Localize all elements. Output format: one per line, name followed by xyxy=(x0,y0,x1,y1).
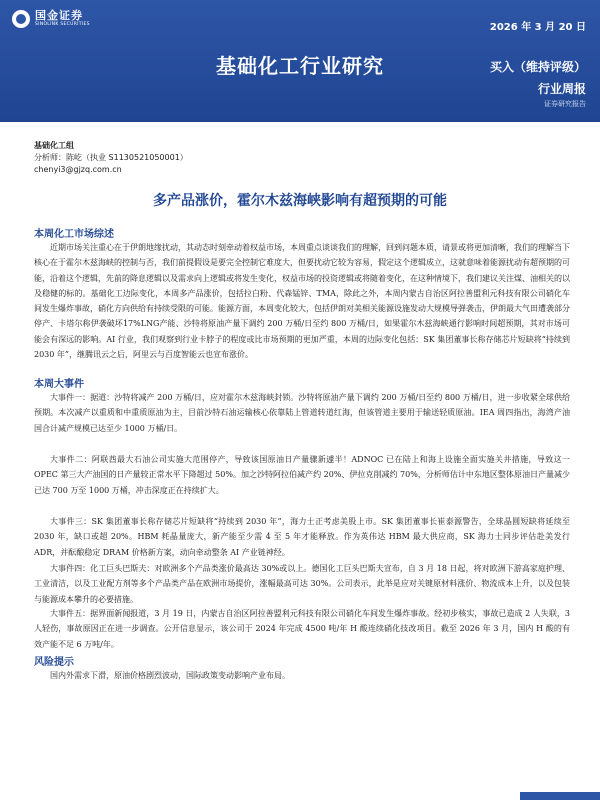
event-item-5: 大事件五：据界面新闻报道，3 月 19 日，内蒙古自治区阿拉善盟利元科技有限公司硝化车间发生爆炸事故。经初步核实，事故已造成 2 人失联，3 人轻伤，事故原因正在进一步调查。公开信息显示，该公司于 2024 年完成 4500 吨/年 H 酸连续硝化技改项目。截至 2026 年 3 月，国内 H 酸的有效产能不足 6 万吨/年。 xyxy=(34,609,570,649)
event-item-3: 大事件三：SK 集团董事长称存储芯片短缺将“持续到 2030 年”，海力士正考虑美股上市。SK 集团董事长崔泰源警告，全球晶圆短缺将延续至 2030 年，缺口或超 20%。HBM 耗晶量庞大，新产能至少需 4 至 5 年才能释放。作为英伟达 HBM 最大供应商，SK 海力士同步评估赴美发行 ADR，并酝酿稳定 DRAM 价格新方案，动向牵动整条 AI 产业链神经。 xyxy=(34,517,570,557)
report-date: 2026 年 3 月 20 日 xyxy=(489,22,586,33)
risk-paragraph: 国内外需求下滑，原油价格剧烈波动，国际政策变动影响产业布局。 xyxy=(50,671,290,680)
analyst-email: chenyi3@gjzq.com.cn xyxy=(34,165,122,174)
event-item-2: 大事件二：阿联酋最大石油公司实施大范围停产，导致该国原油日产量骤新遽半！ADNOC 已在陆上和海上设施全面实施关井措施，导致这一 OPEC 第三大产油国的日产量较正常水平下降超过 50%。加之沙特阿拉伯减产约 20%、伊拉克削减约 70%，分析师估计中东地区整体原油日产量减少已达 700 万至 1000 万桶，冲击深度正在持续扩大。 xyxy=(34,455,570,495)
analyst-info xyxy=(34,140,188,176)
section-title-risk: 风险提示 xyxy=(34,657,74,668)
brand-logo xyxy=(12,10,90,28)
summary-paragraph: 近期市场关注重心在于伊朗地缘扰动，其动态时刻牵动着权益市场，本周重点谈谈我们的理解，回到问题本质，请景或将更加清晰，我们的理解当下核心在于霍尔木兹海峡的控制与否，我们前提假设是要完全控制它难度大，但要扰动它较为容易，假定这个逻辑成立，这就意味着能源扰动有超预期的可能，沿着这个逻辑，先前的降息逻辑以及需求向上逻辑或将发生变化，权益市场的投资逻辑或将随着变化，在这种情境下，我们建议关注煤、油相关的以及稳健的标的。基础化工边际变化，本周多产品涨价，包括拉白粉、代森锰锌、TMA，除此之外，本周内蒙古自治区阿拉善盟利元科技有限公司硝化车间发生爆炸事故，硝化方向供给有持续受限的可能。能源方面，本周变化较大，包括伊朗对美相关能源设施发动大规模导弹袭击，伊朗最大气田遭袭部分停产、卡塔尔称伊袭破坏17%LNG产能、沙特将原油产量下调约 200 万桶/日至约 800 万桶/日，如果霍尔木兹海峡通行影响时间超预期，其对市场可能会有深远的影响。AI 行业，我们观察到行业卡脖子的程度或比市场预期的更加严重，本周的边际变化包括：SK 集团董事长称存储芯片短缺将“持续到 2030 年”，继腾讯云之后，阿里云与百度智能云也宣布涨价。 xyxy=(34,243,570,360)
logo-name-en: SINOLINK SECURITIES xyxy=(35,22,90,27)
section-title-summary: 本周化工市场综述 xyxy=(34,229,114,240)
logo-name-cn: 国金证券 xyxy=(35,9,83,22)
analyst-team: 基础化工组 xyxy=(34,141,74,150)
event-item-1: 大事件一：据道：沙特将减产 200 万桶/日，应对霍尔木兹海峡封锁。沙特将原油产量下调约 200 万桶/日至约 800 万桶/日，进一步收紧全球供给预期。本次减产以重质和中重质原油为主，目前沙特石油运输核心依靠陆上管道转道红海，但该管道主要用于输送轻质原油。IEA 周四指出，海湾产油国合计减产规模已达至少 1000 万桶/日。 xyxy=(34,393,570,433)
report-type: 行业周报 xyxy=(537,82,586,96)
report-title: 基础化工行业研究 xyxy=(216,54,384,78)
sinolink-logo-icon xyxy=(12,10,30,28)
analyst-name: 分析师：陈屹（执业 S1130521050001） xyxy=(34,153,188,162)
footer-accent-bar xyxy=(520,792,600,800)
rating-label: 买入（维持评级） xyxy=(489,60,586,74)
report-subtitle: 证券研究报告 xyxy=(544,100,586,108)
report-header-bar xyxy=(0,0,600,122)
section-title-events: 本周大事件 xyxy=(34,379,84,390)
report-headline: 多产品涨价，霍尔木兹海峡影响有超预期的可能 xyxy=(153,193,447,209)
event-item-4: 大事件四：化工巨头巴斯夫：对欧洲多个产品类涨价最高达 30%或以上。德国化工巨头巴斯夫宣布，自 3 月 18 日起，将对欧洲下游高家庭护理、工业清洁，以及工业配方剂等多个产品类产品在欧洲市场提价，涨幅最高可达 30%。公司表示，此举是应对关键原材料涨价、物流成本上升，以及包装与能源成本攀升的必要措施。 xyxy=(34,564,570,604)
